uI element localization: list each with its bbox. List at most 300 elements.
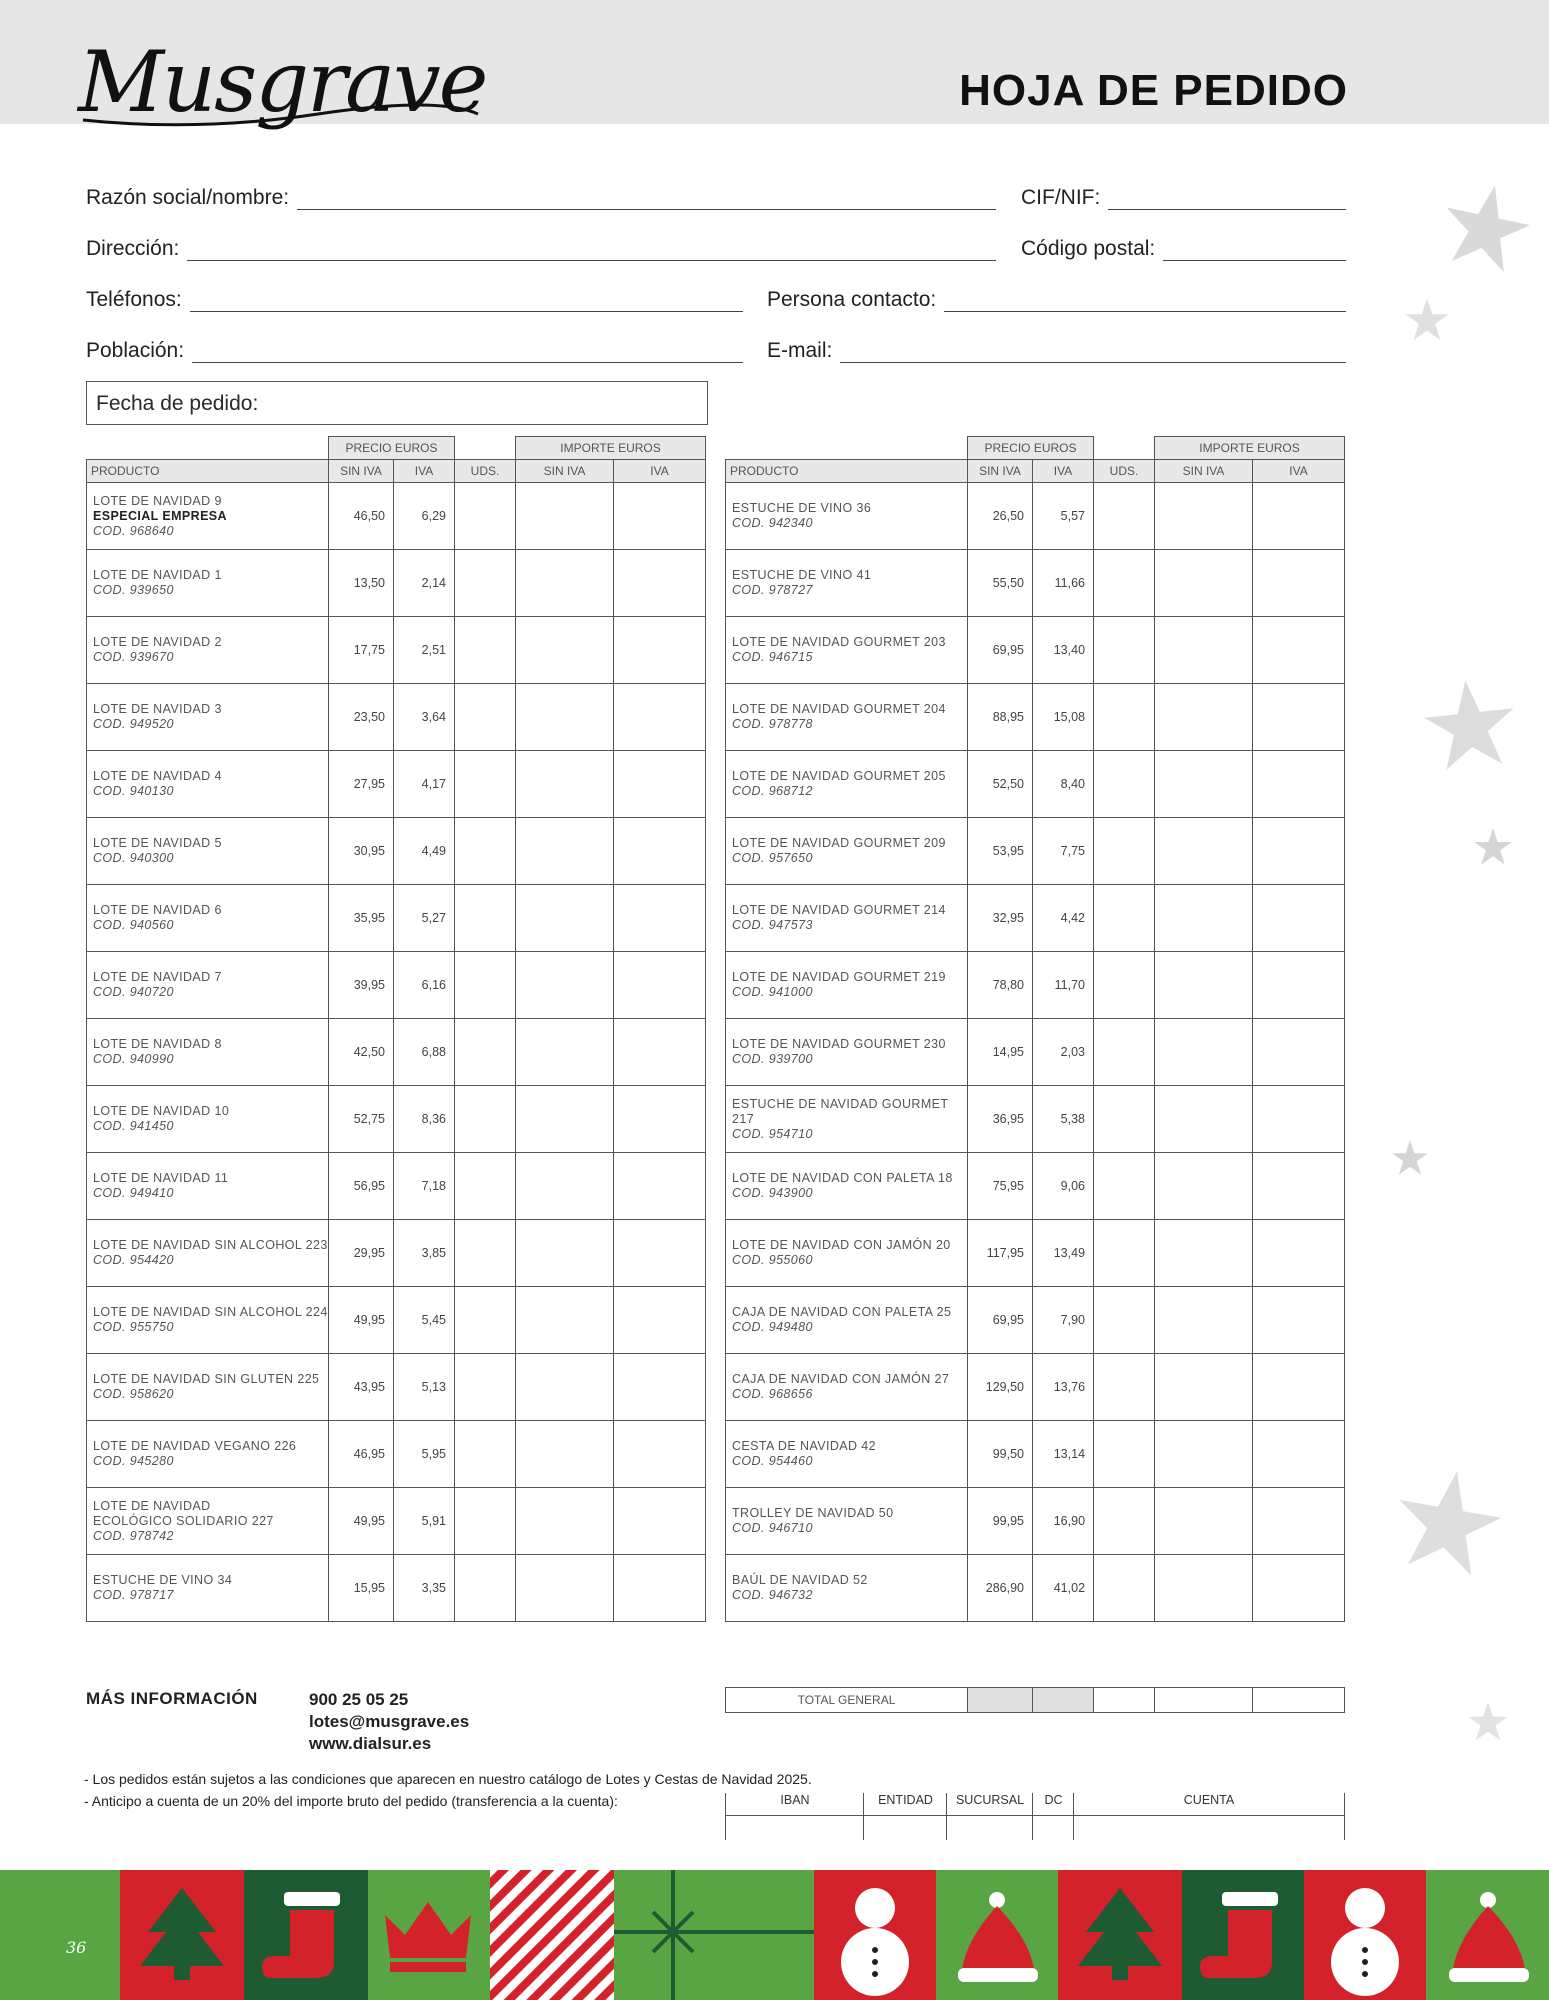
importe-iva-input[interactable] (614, 1488, 706, 1555)
importe-iva-input[interactable] (1253, 751, 1345, 818)
price-iva: 3,64 (394, 684, 455, 751)
product-name: LOTE DE NAVIDAD SIN ALCOHOL 223 (93, 1238, 328, 1252)
product-name: ESTUCHE DE VINO 34 (93, 1573, 233, 1587)
price-sin-iva: 26,50 (968, 483, 1033, 550)
product-name: LOTE DE NAVIDAD CON JAMÓN 20 (732, 1238, 951, 1252)
order-table-right (725, 436, 1345, 1622)
page-number: 36 (66, 1938, 87, 1957)
uds-input[interactable] (1094, 1421, 1155, 1488)
product-cell (726, 1220, 968, 1287)
importe-sin-iva-input[interactable] (516, 751, 614, 818)
importe-sin-iva-input[interactable] (516, 483, 614, 550)
iban-cell[interactable] (725, 1793, 864, 1840)
product-cell (87, 952, 329, 1019)
product-code: COD. 940130 (93, 784, 174, 798)
price-iva: 2,14 (394, 550, 455, 617)
importe-iva-input[interactable] (1253, 1220, 1345, 1287)
importe-sin-iva-input[interactable] (516, 1153, 614, 1220)
snowman-icon (814, 1870, 936, 2000)
persona-contacto-label: Persona contacto: (767, 288, 937, 311)
product-cell (726, 1354, 968, 1421)
importe-sin-iva-header: SIN IVA (1155, 460, 1253, 483)
product-cell (726, 1488, 968, 1555)
importe-iva-input[interactable] (614, 1555, 706, 1622)
price-sin-iva: 88,95 (968, 684, 1033, 751)
product-cell (87, 1354, 329, 1421)
product-code: COD. 978778 (732, 717, 813, 731)
importe-sin-iva-input[interactable] (516, 885, 614, 952)
price-sin-iva: 27,95 (329, 751, 394, 818)
mas-informacion-label: MÁS INFORMACIÓN (86, 1689, 258, 1708)
price-iva: 5,45 (394, 1287, 455, 1354)
product-row (726, 818, 1345, 885)
price-sin-iva: 117,95 (968, 1220, 1033, 1287)
importe-sin-iva-input[interactable] (1155, 1555, 1253, 1622)
price-iva: 4,49 (394, 818, 455, 885)
uds-input[interactable] (1094, 1153, 1155, 1220)
importe-sin-iva-input[interactable] (516, 550, 614, 617)
product-row (726, 483, 1345, 550)
importe-sin-iva-input[interactable] (1155, 483, 1253, 550)
importe-sin-iva-input[interactable] (1155, 885, 1253, 952)
product-name: LOTE DE NAVIDAD SIN GLUTEN 225 (93, 1372, 320, 1386)
price-iva: 5,38 (1033, 1086, 1094, 1153)
uds-input[interactable] (455, 1354, 516, 1421)
importe-sin-iva-input[interactable] (516, 684, 614, 751)
email-field[interactable] (767, 339, 1346, 363)
total-importe-sin-iva-input[interactable] (1155, 1688, 1253, 1713)
product-row (726, 1153, 1345, 1220)
product-code: COD. 947573 (732, 918, 813, 932)
product-subtitle: ESPECIAL EMPRESA (93, 508, 227, 523)
uds-input[interactable] (455, 885, 516, 952)
price-iva: 4,42 (1033, 885, 1094, 952)
sucursal-cell[interactable] (946, 1793, 1033, 1840)
importe-iva-input[interactable] (1253, 617, 1345, 684)
price-sin-iva: 13,50 (329, 550, 394, 617)
importe-sin-iva-input[interactable] (516, 617, 614, 684)
uds-input[interactable] (1094, 952, 1155, 1019)
uds-input[interactable] (1094, 1287, 1155, 1354)
dc-cell[interactable] (1032, 1793, 1074, 1840)
note-line: - Los pedidos están sujetos a las condiciones que aparecen en nuestro catálogo de Lotes y Cestas de Navidad 2025. (84, 1771, 812, 1787)
product-name: LOTE DE NAVIDAD 1 (93, 568, 222, 582)
precio-euros-header: PRECIO EUROS (968, 437, 1094, 460)
product-code: COD. 968656 (732, 1387, 813, 1401)
product-code: COD. 939650 (93, 583, 174, 597)
product-cell (87, 1019, 329, 1086)
importe-iva-input[interactable] (614, 885, 706, 952)
poblacion-field[interactable] (86, 339, 743, 363)
product-name: ESTUCHE DE NAVIDAD GOURMET 217 (732, 1096, 949, 1126)
importe-sin-iva-input[interactable] (1155, 1019, 1253, 1086)
price-iva: 15,08 (1033, 684, 1094, 751)
uds-input[interactable] (455, 1153, 516, 1220)
total-uds-input[interactable] (1094, 1688, 1155, 1713)
product-row (726, 751, 1345, 818)
uds-input[interactable] (455, 1421, 516, 1488)
gift-ribbon-icon (614, 1870, 814, 2000)
price-sin-iva: 17,75 (329, 617, 394, 684)
importe-iva-input[interactable] (1253, 684, 1345, 751)
product-code: COD. 940720 (93, 985, 174, 999)
uds-input[interactable] (1094, 885, 1155, 952)
importe-iva-input[interactable] (1253, 1421, 1345, 1488)
price-sin-iva: 46,50 (329, 483, 394, 550)
product-code: COD. 942340 (732, 516, 813, 530)
dc-label: DC (1044, 1793, 1063, 1807)
product-code: COD. 954460 (732, 1454, 813, 1468)
product-name: LOTE DE NAVIDAD 2 (93, 635, 222, 649)
price-sin-iva: 53,95 (968, 818, 1033, 885)
price-iva: 13,14 (1033, 1421, 1094, 1488)
cuenta-cell[interactable] (1073, 1793, 1345, 1840)
importe-sin-iva-input[interactable] (516, 1354, 614, 1421)
importe-sin-iva-input[interactable] (516, 818, 614, 885)
price-sin-iva: 14,95 (968, 1019, 1033, 1086)
price-iva: 7,90 (1033, 1287, 1094, 1354)
tree-icon (1058, 1870, 1182, 2000)
crown-icon (368, 1870, 490, 2000)
product-name: LOTE DE NAVIDAD GOURMET 205 (732, 769, 946, 783)
product-cell (726, 684, 968, 751)
producto-header: PRODUCTO (726, 460, 968, 483)
importe-iva-input[interactable] (1253, 1488, 1345, 1555)
importe-sin-iva-input[interactable] (516, 1287, 614, 1354)
product-code: COD. 955060 (732, 1253, 813, 1267)
product-row (87, 1555, 706, 1622)
star-decoration-icon (1472, 826, 1514, 868)
iva-header: IVA (394, 460, 455, 483)
price-iva: 6,16 (394, 952, 455, 1019)
product-code: COD. 949480 (732, 1320, 813, 1334)
entidad-label: ENTIDAD (878, 1793, 933, 1807)
product-name: LOTE DE NAVIDAD GOURMET 203 (732, 635, 946, 649)
product-row (87, 483, 706, 550)
sucursal-label: SUCURSAL (955, 1793, 1025, 1807)
fecha-pedido-label: Fecha de pedido: (96, 392, 259, 415)
price-iva: 8,36 (394, 1086, 455, 1153)
star-decoration-icon (1390, 1138, 1430, 1178)
importe-iva-input[interactable] (1253, 818, 1345, 885)
uds-input[interactable] (455, 1555, 516, 1622)
importe-iva-input[interactable] (614, 684, 706, 751)
importe-sin-iva-input[interactable] (1155, 617, 1253, 684)
product-cell (726, 751, 968, 818)
entidad-cell[interactable] (863, 1793, 947, 1840)
importe-sin-iva-input[interactable] (1155, 1086, 1253, 1153)
product-code: COD. 941000 (732, 985, 813, 999)
product-row (87, 1287, 706, 1354)
product-code: COD. 941450 (93, 1119, 174, 1133)
importe-euros-header: IMPORTE EUROS (1155, 437, 1345, 460)
uds-input[interactable] (455, 483, 516, 550)
product-name: LOTE DE NAVIDAD VEGANO 226 (93, 1439, 297, 1453)
importe-iva-input[interactable] (614, 1287, 706, 1354)
importe-sin-iva-input[interactable] (516, 1555, 614, 1622)
product-cell (726, 1153, 968, 1220)
header-blank (1094, 437, 1155, 460)
uds-input[interactable] (1094, 483, 1155, 550)
header-blank (726, 437, 968, 460)
product-code: COD. 946715 (732, 650, 813, 664)
contact-email-link[interactable]: lotes@musgrave.es (309, 1712, 470, 1731)
total-sin-iva-shaded (968, 1688, 1033, 1713)
product-cell (87, 1153, 329, 1220)
product-name: LOTE DE NAVIDAD 3 (93, 702, 222, 716)
product-cell (87, 483, 329, 550)
uds-input[interactable] (455, 1287, 516, 1354)
uds-input[interactable] (455, 751, 516, 818)
star-decoration-icon (1436, 180, 1536, 275)
contact-web-link[interactable]: www.dialsur.es (309, 1734, 432, 1753)
product-cell (726, 1555, 968, 1622)
importe-sin-iva-input[interactable] (1155, 818, 1253, 885)
price-sin-iva: 75,95 (968, 1153, 1033, 1220)
product-cell (87, 1220, 329, 1287)
product-row (87, 751, 706, 818)
uds-input[interactable] (1094, 1220, 1155, 1287)
price-sin-iva: 46,95 (329, 1421, 394, 1488)
price-iva: 13,76 (1033, 1354, 1094, 1421)
cuenta-label: CUENTA (1183, 1793, 1235, 1807)
uds-input[interactable] (1094, 1086, 1155, 1153)
uds-input[interactable] (1094, 617, 1155, 684)
persona-contacto-field[interactable] (767, 288, 1346, 312)
importe-iva-header: IVA (614, 460, 706, 483)
fecha-pedido-input[interactable] (86, 381, 708, 425)
importe-iva-input[interactable] (614, 751, 706, 818)
importe-iva-input[interactable] (1253, 1555, 1345, 1622)
uds-input[interactable] (1094, 751, 1155, 818)
importe-sin-iva-input[interactable] (516, 952, 614, 1019)
importe-iva-input[interactable] (1253, 1019, 1345, 1086)
product-row (726, 1555, 1345, 1622)
price-sin-iva: 35,95 (329, 885, 394, 952)
total-iva-shaded (1033, 1688, 1094, 1713)
sin-iva-header: SIN IVA (329, 460, 394, 483)
uds-input[interactable] (455, 952, 516, 1019)
importe-iva-input[interactable] (614, 1421, 706, 1488)
uds-input[interactable] (455, 617, 516, 684)
star-decoration-icon (1466, 1700, 1510, 1744)
importe-sin-iva-input[interactable] (1155, 751, 1253, 818)
price-sin-iva: 15,95 (329, 1555, 394, 1622)
importe-iva-input[interactable] (614, 617, 706, 684)
total-general-row (725, 1687, 1345, 1713)
uds-input[interactable] (455, 1220, 516, 1287)
price-iva: 6,29 (394, 483, 455, 550)
price-sin-iva: 52,75 (329, 1086, 394, 1153)
importe-sin-iva-input[interactable] (516, 1488, 614, 1555)
importe-sin-iva-input[interactable] (516, 1220, 614, 1287)
product-cell (87, 1421, 329, 1488)
uds-input[interactable] (1094, 1354, 1155, 1421)
price-sin-iva: 69,95 (968, 1287, 1033, 1354)
importe-iva-input[interactable] (1253, 1086, 1345, 1153)
note-line: - Anticipo a cuenta de un 20% del importe bruto del pedido (transferencia a la cuenta): (84, 1793, 618, 1809)
uds-input[interactable] (1094, 818, 1155, 885)
telefonos-label: Teléfonos: (86, 288, 182, 311)
importe-iva-input[interactable] (614, 483, 706, 550)
product-row (726, 1086, 1345, 1153)
star-decoration-icon (1403, 296, 1451, 344)
product-code: COD. 946732 (732, 1588, 813, 1602)
price-sin-iva: 42,50 (329, 1019, 394, 1086)
price-sin-iva: 99,95 (968, 1488, 1033, 1555)
product-code: COD. 946710 (732, 1521, 813, 1535)
product-name: LOTE DE NAVIDAD (93, 1498, 211, 1513)
uds-input[interactable] (455, 818, 516, 885)
product-code: COD. 943900 (732, 1186, 813, 1200)
uds-input[interactable] (455, 684, 516, 751)
razon-social-field[interactable] (86, 186, 996, 210)
uds-input[interactable] (455, 1019, 516, 1086)
product-code: COD. 958620 (93, 1387, 174, 1401)
importe-sin-iva-input[interactable] (516, 1086, 614, 1153)
importe-sin-iva-input[interactable] (1155, 1354, 1253, 1421)
precio-euros-header: PRECIO EUROS (329, 437, 455, 460)
product-row (87, 818, 706, 885)
cif-field[interactable] (1021, 186, 1346, 210)
uds-input[interactable] (1094, 684, 1155, 751)
importe-iva-input[interactable] (1253, 1153, 1345, 1220)
uds-input[interactable] (455, 550, 516, 617)
importe-iva-input[interactable] (614, 818, 706, 885)
importe-sin-iva-input[interactable] (1155, 1220, 1253, 1287)
santa-hat-icon (1426, 1870, 1549, 2000)
price-sin-iva: 32,95 (968, 885, 1033, 952)
product-cell (726, 1421, 968, 1488)
importe-iva-input[interactable] (614, 1354, 706, 1421)
total-importe-iva-input[interactable] (1253, 1688, 1345, 1713)
price-iva: 5,13 (394, 1354, 455, 1421)
importe-iva-input[interactable] (1253, 550, 1345, 617)
importe-iva-input[interactable] (1253, 885, 1345, 952)
uds-input[interactable] (455, 1488, 516, 1555)
product-row (726, 617, 1345, 684)
importe-iva-input[interactable] (1253, 952, 1345, 1019)
product-cell (87, 885, 329, 952)
product-row (87, 550, 706, 617)
email-label: E-mail: (767, 339, 833, 362)
importe-iva-input[interactable] (614, 1086, 706, 1153)
importe-sin-iva-input[interactable] (516, 1019, 614, 1086)
product-code: COD. 968640 (93, 523, 174, 538)
product-cell (726, 1287, 968, 1354)
product-name-line2: ECOLÓGICO SOLIDARIO 227 (93, 1513, 274, 1528)
header-blank (87, 437, 329, 460)
header-group-row (726, 437, 1345, 460)
product-name: CAJA DE NAVIDAD CON JAMÓN 27 (732, 1372, 950, 1386)
product-row (726, 1488, 1345, 1555)
importe-iva-input[interactable] (614, 1019, 706, 1086)
price-sin-iva: 30,95 (329, 818, 394, 885)
product-code: COD. 954420 (93, 1253, 174, 1267)
importe-sin-iva-input[interactable] (1155, 684, 1253, 751)
column-header-row (87, 460, 706, 483)
product-row (726, 952, 1345, 1019)
product-row (87, 1019, 706, 1086)
product-code: COD. 968712 (732, 784, 813, 798)
importe-iva-input[interactable] (1253, 483, 1345, 550)
product-name: LOTE DE NAVIDAD 7 (93, 970, 222, 984)
importe-iva-input[interactable] (614, 1153, 706, 1220)
product-cell (87, 617, 329, 684)
order-table-left (86, 436, 706, 1622)
importe-iva-input[interactable] (614, 550, 706, 617)
price-iva: 13,49 (1033, 1220, 1094, 1287)
direccion-field[interactable] (86, 237, 996, 261)
importe-sin-iva-input[interactable] (1155, 1153, 1253, 1220)
price-sin-iva: 129,50 (968, 1354, 1033, 1421)
product-name: LOTE DE NAVIDAD 8 (93, 1037, 222, 1051)
importe-sin-iva-input[interactable] (1155, 1488, 1253, 1555)
importe-sin-iva-input[interactable] (1155, 952, 1253, 1019)
uds-input[interactable] (1094, 1555, 1155, 1622)
product-row (87, 617, 706, 684)
importe-sin-iva-input[interactable] (1155, 1287, 1253, 1354)
product-code: COD. 949410 (93, 1186, 174, 1200)
page-title: HOJA DE PEDIDO (959, 66, 1348, 115)
price-sin-iva: 43,95 (329, 1354, 394, 1421)
importe-iva-input[interactable] (614, 952, 706, 1019)
iva-header: IVA (1033, 460, 1094, 483)
price-iva: 2,51 (394, 617, 455, 684)
product-row (87, 1488, 706, 1555)
product-name: LOTE DE NAVIDAD CON PALETA 18 (732, 1171, 953, 1185)
uds-input[interactable] (1094, 1488, 1155, 1555)
uds-input[interactable] (1094, 1019, 1155, 1086)
importe-iva-input[interactable] (1253, 1287, 1345, 1354)
santa-hat-icon (936, 1870, 1058, 2000)
product-cell (726, 1086, 968, 1153)
importe-sin-iva-input[interactable] (1155, 1421, 1253, 1488)
uds-input[interactable] (455, 1086, 516, 1153)
price-iva: 7,18 (394, 1153, 455, 1220)
price-iva: 5,95 (394, 1421, 455, 1488)
price-sin-iva: 99,50 (968, 1421, 1033, 1488)
importe-sin-iva-header: SIN IVA (516, 460, 614, 483)
price-sin-iva: 49,95 (329, 1488, 394, 1555)
product-name: ESTUCHE DE VINO 41 (732, 568, 872, 582)
uds-input[interactable] (1094, 550, 1155, 617)
price-iva: 13,40 (1033, 617, 1094, 684)
importe-iva-input[interactable] (614, 1220, 706, 1287)
product-name: LOTE DE NAVIDAD 5 (93, 836, 222, 850)
importe-sin-iva-input[interactable] (1155, 550, 1253, 617)
telefonos-field[interactable] (86, 288, 743, 312)
product-name: BAÚL DE NAVIDAD 52 (732, 1573, 868, 1587)
product-name: LOTE DE NAVIDAD 11 (93, 1171, 229, 1185)
poblacion-label: Población: (86, 339, 185, 362)
logo-swash (78, 92, 488, 132)
importe-iva-input[interactable] (1253, 1354, 1345, 1421)
codigo-postal-field[interactable] (1021, 237, 1346, 261)
product-row (87, 1220, 706, 1287)
product-row (726, 1421, 1345, 1488)
importe-sin-iva-input[interactable] (516, 1421, 614, 1488)
product-code: COD. 957650 (732, 851, 813, 865)
product-row (726, 1019, 1345, 1086)
importe-iva-header: IVA (1253, 460, 1345, 483)
product-cell (726, 885, 968, 952)
price-iva: 11,66 (1033, 550, 1094, 617)
price-sin-iva: 29,95 (329, 1220, 394, 1287)
product-cell (726, 1019, 968, 1086)
stocking-icon (1182, 1870, 1304, 2000)
price-iva: 3,35 (394, 1555, 455, 1622)
